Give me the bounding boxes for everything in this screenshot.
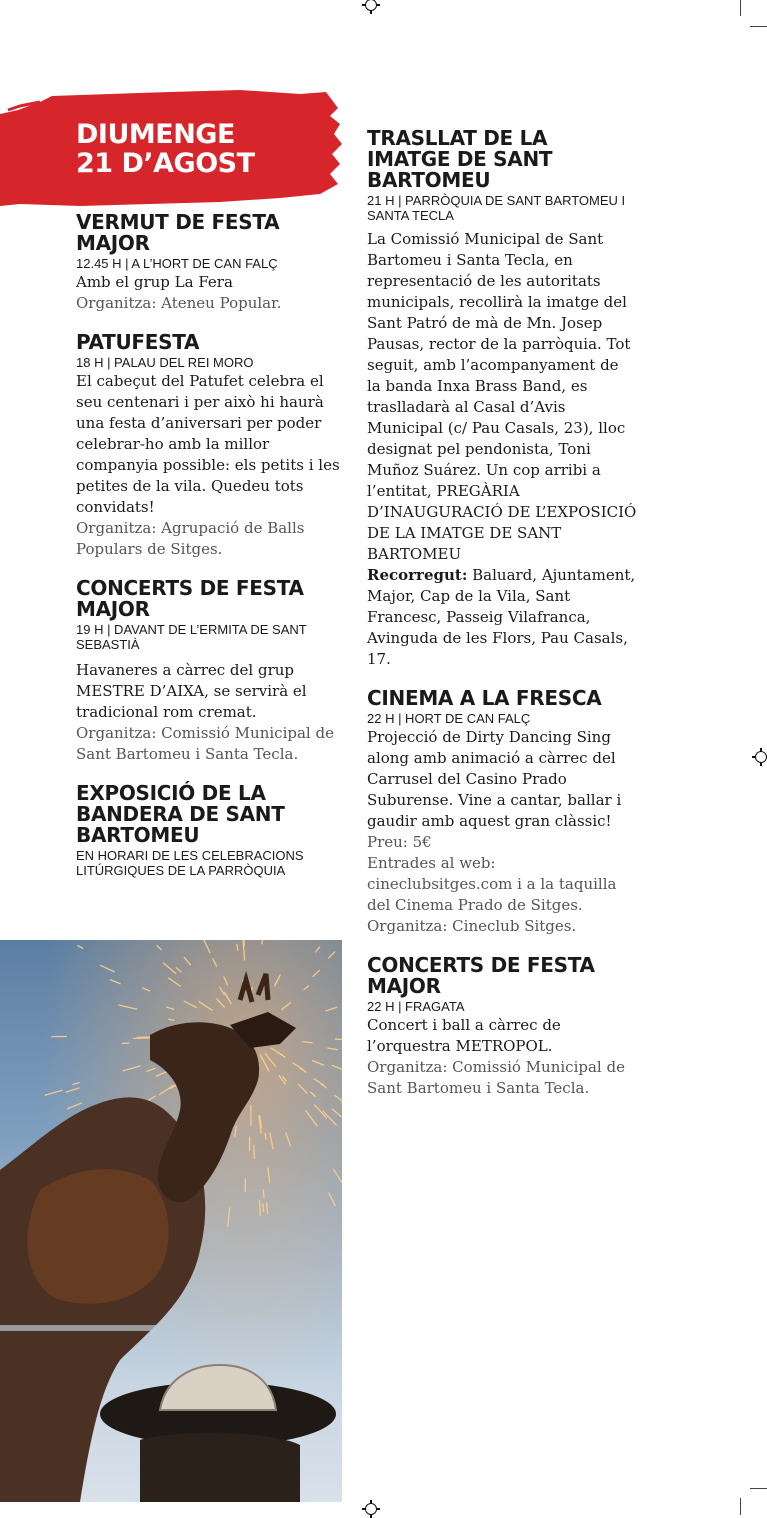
right-column: [367, 128, 637, 1117]
event-time-place: 12.45 H | A L’HORT DE CAN FALÇ: [76, 256, 344, 271]
event-tickets: Entrades al web: cineclubsitges.com i a la taquilla del Cinema Prado de Sitges.: [367, 853, 637, 916]
event-route: [367, 565, 637, 670]
event-vermut: [76, 212, 344, 314]
trim-mark-top-right-h: [750, 26, 767, 27]
spark: [263, 1189, 264, 1198]
event-time-place: 18 H | PALAU DEL REI MORO: [76, 355, 344, 370]
event-title: CINEMA A LA FRESCA: [367, 688, 637, 709]
spark: [254, 1145, 255, 1159]
event-time-place: 22 H | HORT DE CAN FALÇ: [367, 711, 637, 726]
date-heading-day: DIUMENGE: [76, 120, 255, 149]
event-price: Preu: 5€: [367, 832, 637, 853]
event-time-place: 19 H | DAVANT DE L’ERMITA DE SANT SEBASTIÀ: [76, 622, 344, 652]
event-organizer: Organitza: Ateneu Popular.: [76, 293, 344, 314]
event-title: VERMUT DE FESTA MAJOR: [76, 212, 344, 254]
event-time-place: 22 H | FRAGATA: [367, 999, 637, 1014]
spark: [122, 1043, 130, 1044]
event-description: Havaneres a càrrec del grup MESTRE D’AIXA, se servirà el tradicional rom cremat.: [76, 660, 344, 723]
photo-illustration: [0, 940, 342, 1502]
event-title: CONCERTS DE FESTA MAJOR: [367, 955, 637, 997]
event-title: TRASLLAT DE LA IMATGE DE SANT BARTOMEU: [367, 128, 637, 191]
trim-mark-bottom-right-h: [750, 1488, 767, 1489]
event-organizer: Organitza: Comissió Municipal de Sant Bartomeu i Santa Tecla.: [76, 723, 344, 765]
trim-mark-bottom-right-v: [740, 1498, 741, 1515]
event-description: Amb el grup La Fera: [76, 272, 344, 293]
event-description: Projecció de Dirty Dancing Sing along amb animació a càrrec del Carrusel del Casino Prado Suburense. Vine a cantar, ballar i gaudir amb aquest gran clàssic!: [367, 727, 637, 832]
event-title: EXPOSICIÓ DE LA BANDERA DE SANT BARTOMEU: [76, 783, 344, 846]
event-title: PATUFESTA: [76, 332, 344, 353]
spark: [259, 1200, 260, 1216]
date-heading-date: 21 D’AGOST: [76, 149, 255, 178]
spark: [335, 1039, 342, 1040]
date-heading: [76, 120, 255, 178]
event-organizer: Organitza: Cineclub Sitges.: [367, 916, 637, 937]
event-description: El cabeçut del Patufet celebra el seu centenari i per això hi haurà una festa d’aniversari per poder celebrar-ho amb la millor companyia possible: els petits i les petites de la vila. Quedeu tots convidats!: [76, 371, 344, 518]
event-cinema: [367, 688, 637, 937]
event-time-place: EN HORARI DE LES CELEBRACIONS LITÚRGIQUES DE LA PARRÒQUIA: [76, 848, 344, 878]
spark: [263, 1204, 264, 1213]
event-concerts-havaneres: [76, 578, 344, 765]
event-organizer: Organitza: Comissió Municipal de Sant Bartomeu i Santa Tecla.: [367, 1057, 637, 1099]
left-column: [76, 212, 344, 896]
registration-mark-right: [752, 748, 767, 766]
event-trasllat: [367, 128, 637, 670]
event-description: La Comissió Municipal de Sant Bartomeu i Santa Tecla, en representació de les autoritats municipals, recollirà la imatge del Sant Patró de mà de Mn. Josep Pausas, rector de la parròquia. Tot seguit, amb l’acompanyament de la banda Inxa Brass Band, es traslladarà al Casal d’Avis Municipal (c/ Pau Casals, 23), lloc designat pel pendonista, Toni Muñoz Suárez. Un cop arribi a l’entitat, PREGÀRIA D’INAUGURACIÓ DE L’EXPOSICIÓ DE LA IMATGE DE SANT BARTOMEU: [367, 229, 637, 565]
trim-mark-top-right-v: [740, 0, 741, 16]
registration-mark-bottom: [362, 1500, 380, 1518]
event-description: Concert i ball a càrrec de l’orquestra METROPOL.: [367, 1015, 637, 1057]
route-text: Baluard, Ajuntament, Major, Cap de la Vila, Sant Francesc, Passeig Vilafranca, Avinguda de les Flors, Pau Casals, 17.: [367, 566, 635, 668]
event-patufesta: [76, 332, 344, 560]
registration-mark-top: [362, 0, 380, 14]
event-organizer: Organitza: Agrupació de Balls Populars de Sitges.: [76, 518, 344, 560]
event-exposicio-bandera: [76, 783, 344, 878]
event-title: CONCERTS DE FESTA MAJOR: [76, 578, 344, 620]
fire-dragon-sparks-photo: [0, 940, 342, 1502]
route-label: Recorregut:: [367, 566, 467, 584]
event-time-place: 21 H | PARRÒQUIA DE SANT BARTOMEU I SANTA TECLA: [367, 193, 637, 223]
event-concerts-fragata: [367, 955, 637, 1099]
